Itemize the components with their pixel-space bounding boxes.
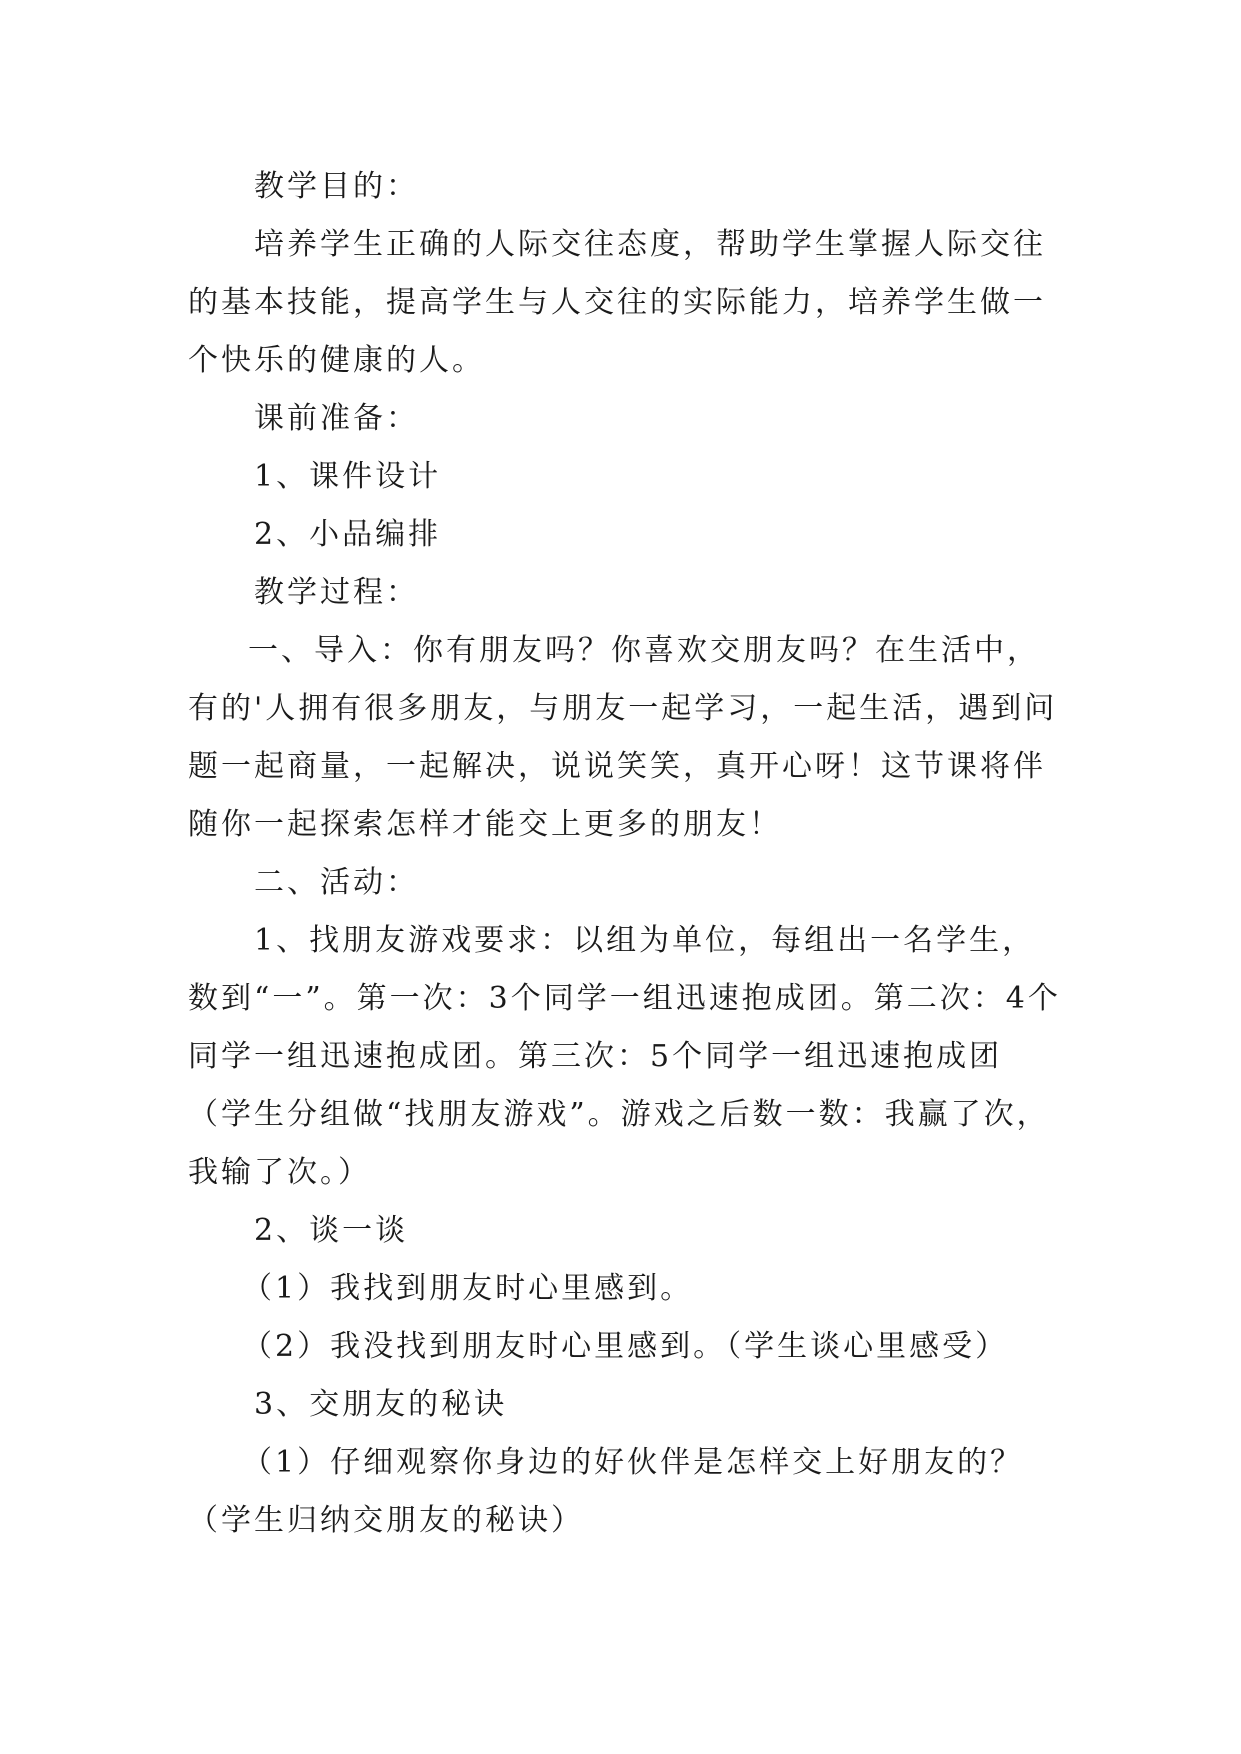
heading-friendship-secret: 3、交朋友的秘诀 [254,1387,508,1422]
paragraph-teaching-goal: 培养学生正确的人际交往态度，帮助学生掌握人际交往的基本技能，提高学生与人交往的实际能力，培养学生做一个快乐的健康的人。 [188,227,1046,378]
list-item-found-friend: （1）我找到朋友时心里感到。 [242,1271,694,1306]
heading-activity: 二、活动： [254,865,419,900]
paragraph-game-rules: 1、找朋友游戏要求：以组为单位，每组出一名学生，数到“一”。第一次：3个同学一组迅速抱成团。第二次：4个同学一组迅速抱成团。第三次：5个同学一组迅速抱成团（学生分组做“找朋友游戏”。游戏之后数一数：我赢了次，我输了次。） [188,923,1061,1190]
list-item-courseware: 1、课件设计 [254,459,442,494]
list-item-skit: 2、小品编排 [254,517,442,552]
heading-teaching-process: 教学过程： [254,575,419,610]
list-item-no-friend: （2）我没找到朋友时心里感到。（学生谈心里感受） [242,1329,1009,1364]
heading-teaching-goal: 教学目的： [254,169,419,204]
heading-preparation: 课前准备： [254,401,419,436]
heading-talk: 2、谈一谈 [254,1213,409,1248]
list-item-observe: （1）仔细观察你身边的好伙伴是怎样交上好朋友的？（学生归纳交朋友的秘诀） [188,1445,1024,1538]
document-body [188,158,1068,1550]
paragraph-introduction: 一、导入：你有朋友吗？你喜欢交朋友吗？在生活中，有的'人拥有很多朋友，与朋友一起学习，一起生活，遇到问题一起商量，一起解决，说说笑笑，真开心呀！这节课将伴随你一起探索怎样才能交上更多的朋友！ [188,633,1058,842]
